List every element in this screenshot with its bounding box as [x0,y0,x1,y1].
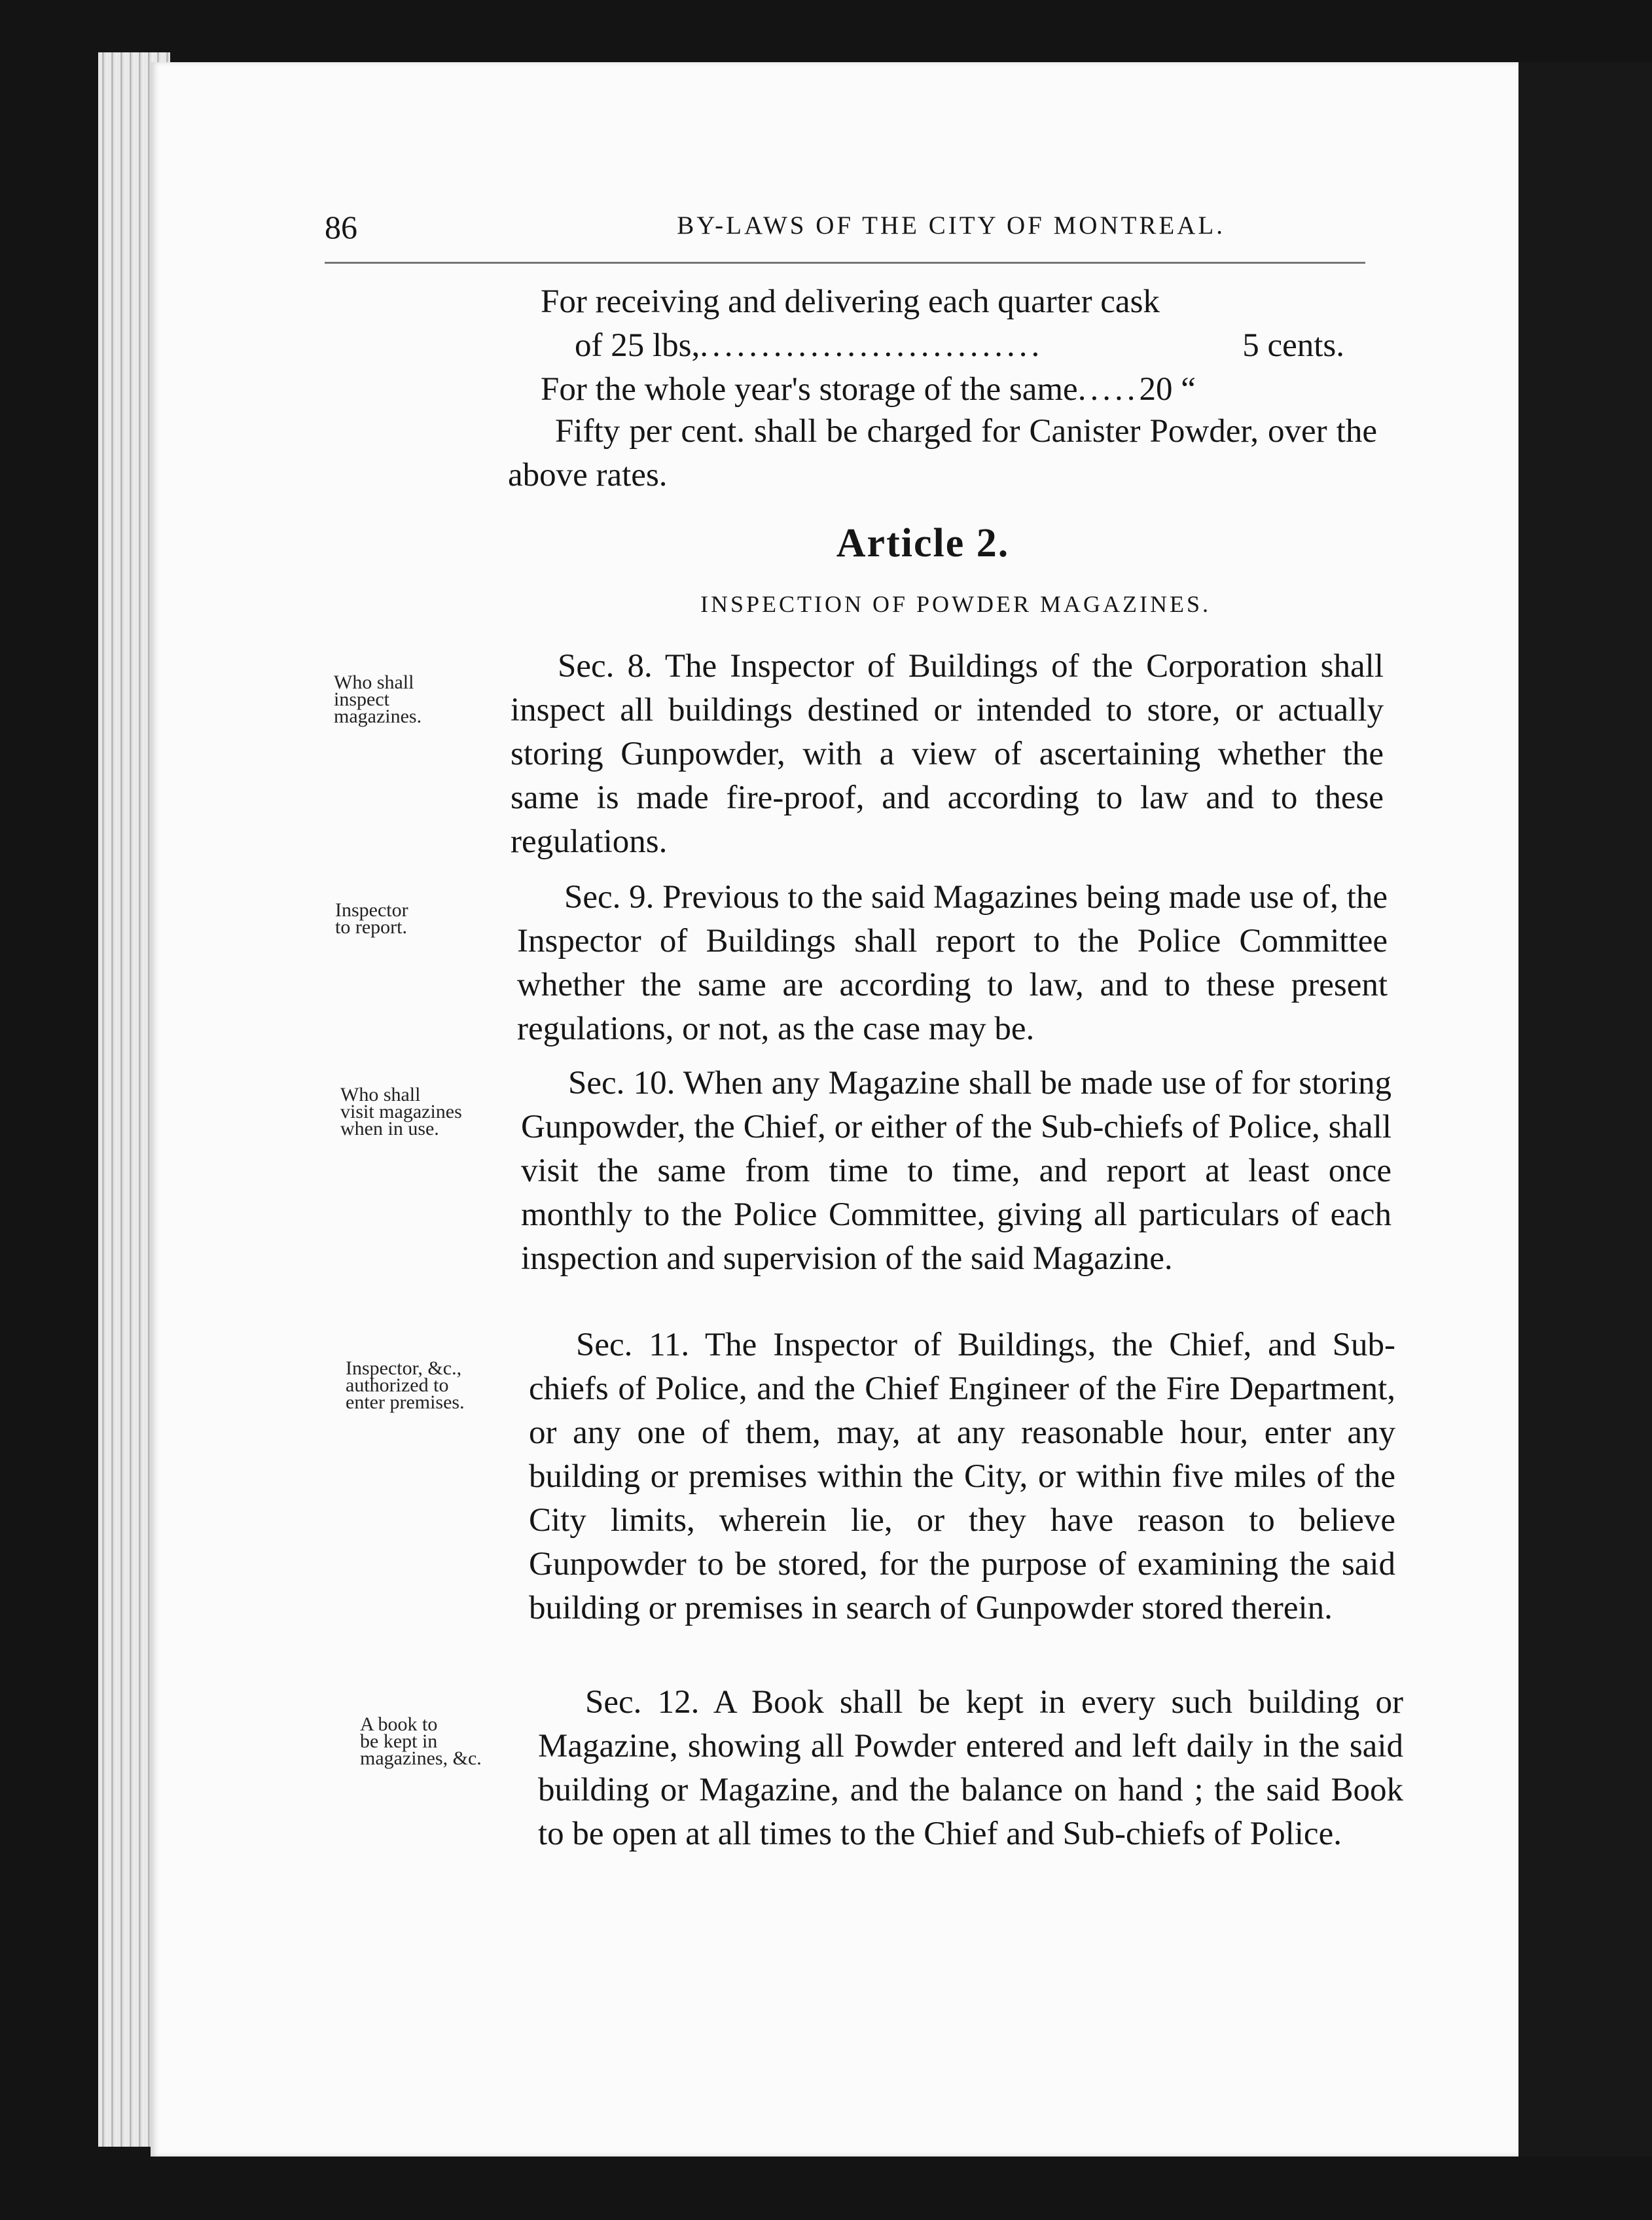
header-rule [325,262,1365,264]
running-head [325,208,1225,247]
fee-line-2-value: 5 cents. [1242,327,1344,364]
canister-note-text: Fifty per cent. shall be charged for Canister Powder, over the above rates. [508,413,1377,493]
fee-line-3-dots: ..... [1077,371,1140,408]
margin-note-line: Inspector [335,899,408,921]
margin-note-line: A book to [360,1713,438,1735]
fee-line-3 [541,370,1196,408]
section-12 [538,1681,1403,1856]
section-9-text: Sec. 9. Previous to the said Magazines being made use of, the Inspector of Buildings shall report to the Police Committee whether the same are according to law, and to these present regulations, or not, as the case may be. [517,879,1388,1047]
margin-note-sec11 [346,1357,465,1413]
section-9 [517,876,1388,1051]
article-subheading: INSPECTION OF POWDER MAGAZINES. [700,591,1211,617]
page-number: 86 [325,209,357,245]
margin-note-line: Who shall [334,671,414,693]
margin-note-line: Inspector, &c., [346,1357,462,1379]
margin-note-line: be kept in [360,1730,438,1752]
margin-note-line: visit magazines [340,1101,462,1122]
section-10-text: Sec. 10. When any Magazine shall be made use of for storing Gunpowder, the Chief, or either of the Sub-chiefs of Police, shall visit the same from time to time, and report at least once monthly to the Police Committee, giving all particulars of each inspection and supervision of the said Magazine. [521,1065,1392,1277]
article-heading: Article 2. [836,521,1010,565]
running-title: BY-LAWS OF THE CITY OF MONTREAL. [677,211,1225,240]
margin-note-sec8 [334,671,422,727]
margin-note-line: authorized to [346,1374,449,1396]
margin-note-line: Who shall [340,1084,421,1105]
margin-note-sec9 [335,899,408,938]
fee-line-1: For receiving and delivering each quarter cask [541,283,1160,320]
section-11 [529,1323,1395,1630]
fee-line-2-dots: ............................ [700,327,1044,364]
margin-note-line: magazines. [334,706,422,727]
fee-line-3-label: For the whole year's storage of the same [541,371,1078,408]
section-12-text: Sec. 12. A Book shall be kept in every such building or Magazine, showing all Powder entered and left daily in the said building or Magazine, and the balance on hand ; the said Book to be open at all times to the Chief and Sub-chiefs of Police. [538,1684,1403,1852]
scan-border-right [1518,62,1652,2157]
section-8-text: Sec. 8. The Inspector of Buildings of the Corporation shall inspect all buildings destined or intended to store, or actually storing Gunpowder, with a view of ascertaining whether the same is made fire-proof, and according to law and to these regulations. [511,648,1384,860]
margin-note-line: inspect [334,689,389,710]
fee-line-2 [575,327,1344,365]
section-10 [521,1062,1392,1281]
section-11-text: Sec. 11. The Inspector of Buildings, the Chief, and Sub-chiefs of Police, and the Chief Engineer of the Fire Department, or any one of them, may, at any reasonable hour, enter any building or premises within the City, or within five miles of the City limits, wherein lie, or they have reason to believe Gunpowder to be stored, for the purpose of examining the said building or premises in search of Gunpowder stored therein. [529,1327,1395,1626]
margin-note-line: magazines, &c. [360,1747,482,1769]
margin-note-line: to report. [335,916,407,938]
section-8 [511,645,1384,864]
margin-note-line: when in use. [340,1118,439,1139]
fee-line-3-value: 20 “ [1139,371,1196,408]
fee-line-2-label: of 25 lbs, [575,327,700,364]
margin-note-line: enter premises. [346,1391,465,1413]
margin-note-sec12 [360,1713,482,1769]
margin-note-sec10 [340,1086,462,1137]
canister-note [508,410,1377,497]
